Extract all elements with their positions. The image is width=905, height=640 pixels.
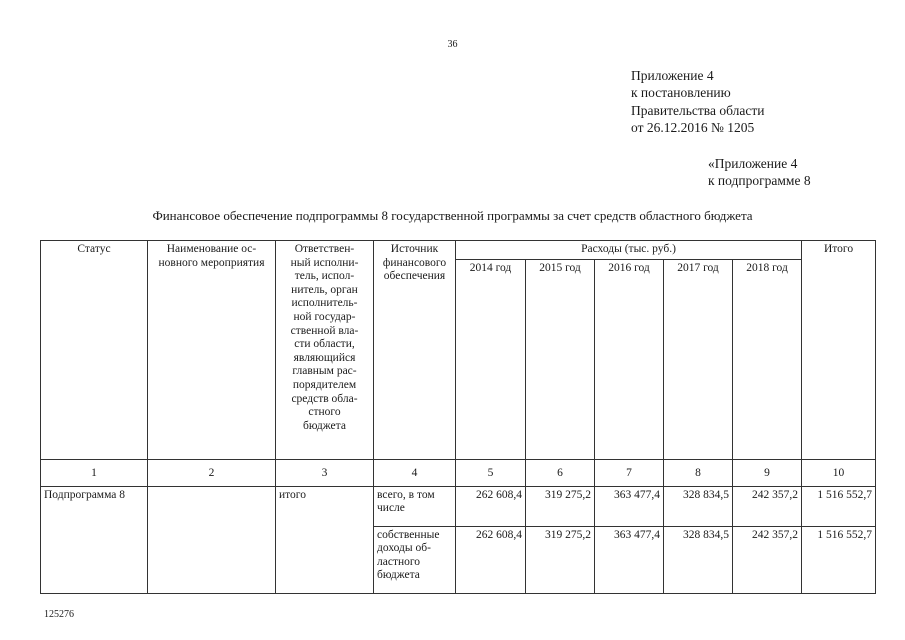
row-value: 242 357,2 [733, 486, 802, 526]
row-value: 363 477,4 [595, 526, 664, 593]
appendix-main-line: к постановлению [631, 85, 731, 101]
row-responsible: итого [276, 486, 374, 593]
column-number: 10 [802, 459, 876, 486]
page-number: 36 [447, 39, 458, 50]
column-number: 4 [374, 459, 456, 486]
row-value: 262 608,4 [456, 486, 526, 526]
header-year: 2018 год [733, 259, 802, 459]
appendix-sub-line: «Приложение 4 [708, 156, 798, 171]
row-value: 242 357,2 [733, 526, 802, 593]
header-year: 2014 год [456, 259, 526, 459]
appendix-main-line: от 26.12.2016 № 1205 [631, 119, 755, 135]
row-total: 1 516 552,7 [802, 486, 876, 526]
row-source: всего, в том числе [374, 486, 456, 526]
document-title: Финансовое обеспечение подпрограммы 8 государственной программы за счет средств областного бюджета [152, 208, 753, 223]
header-year: 2015 год [526, 259, 595, 459]
row-value: 363 477,4 [595, 486, 664, 526]
row-value: 319 275,2 [526, 486, 595, 526]
header-expenses: Расходы (тыс. руб.) [456, 241, 802, 260]
header-responsible: Ответствен- ный исполни- тель, испол- нитель, орган исполнитель- ной государ- ственной вла- сти области, являющийся главным рас- порядителем средств обла- стного бюджета [276, 241, 374, 460]
appendix-sub-line: к подпрограмме 8 [708, 173, 811, 189]
column-number: 7 [595, 459, 664, 486]
row-total: 1 516 552,7 [802, 526, 876, 593]
row-value: 262 608,4 [456, 526, 526, 593]
row-value: 319 275,2 [526, 526, 595, 593]
header-year: 2016 год [595, 259, 664, 459]
column-number: 6 [526, 459, 595, 486]
column-number: 8 [664, 459, 733, 486]
header-year: 2017 год [664, 259, 733, 459]
appendix-main-line: Правительства области [631, 102, 765, 118]
table-header-row [41, 241, 876, 260]
row-source: собственные доходы об- ластного бюджета [374, 526, 456, 593]
column-number: 9 [733, 459, 802, 486]
column-number: 1 [41, 459, 148, 486]
row-name [148, 486, 276, 593]
row-status: Подпрограмма 8 [41, 486, 148, 593]
column-number-row [41, 459, 876, 486]
column-number: 2 [148, 459, 276, 486]
row-value: 328 834,5 [664, 486, 733, 526]
column-number: 3 [276, 459, 374, 486]
appendix-main-line: Приложение 4 [631, 68, 714, 83]
appendix-main-block [631, 67, 764, 136]
financing-table [40, 240, 876, 594]
header-status: Статус [41, 241, 148, 460]
appendix-sub-block [708, 155, 811, 190]
row-value: 328 834,5 [664, 526, 733, 593]
header-source: Источник финансового обеспечения [374, 241, 456, 460]
footer-code: 125276 [44, 609, 74, 620]
table-row [41, 486, 876, 526]
header-total: Итого [802, 241, 876, 460]
header-name: Наименование ос- новного мероприятия [148, 241, 276, 460]
column-number: 5 [456, 459, 526, 486]
